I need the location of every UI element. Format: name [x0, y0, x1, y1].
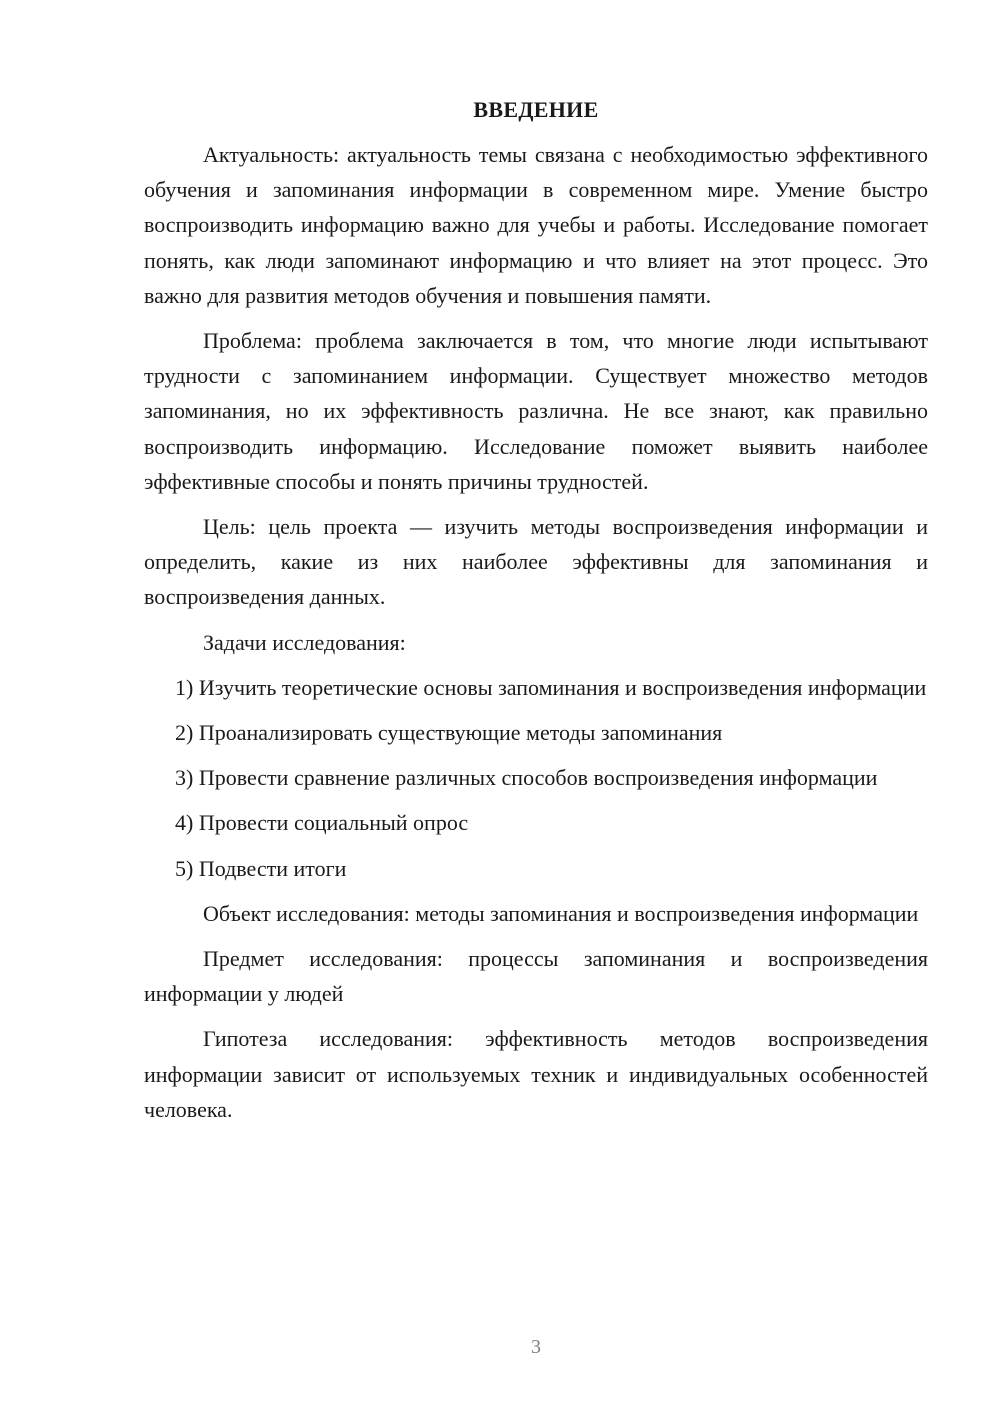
subject-paragraph: Предмет исследования: процессы запоминания и воспроизведения информации у людей	[144, 946, 928, 1007]
hypothesis-paragraph: Гипотеза исследования: эффективность методов воспроизведения информации зависит от используемых техник и индивидуальных особенностей человека.	[144, 1026, 928, 1122]
section-title: ВВЕДЕНИЕ	[473, 97, 599, 122]
task-item-5: 5) Подвести итоги	[175, 855, 347, 881]
problem-paragraph: Проблема: проблема заключается в том, что многие люди испытывают трудности с запоминанием информации. Существует множество методов запоминания, но их эффективность различна. Не все знают, как правильно воспроизводить информацию. Исследование поможет выявить наиболее эффективные способы и понять причины трудностей.	[144, 328, 928, 494]
object-paragraph: Объект исследования: методы запоминания и воспроизведения информации	[203, 900, 919, 926]
page-number: 3	[531, 1336, 541, 1358]
task-item-4: 4) Провести социальный опрос	[175, 810, 469, 836]
relevance-paragraph: Актуальность: актуальность темы связана с необходимостью эффективного обучения и запоминания информации в современном мире. Умение быстро воспроизводить информацию важно для учебы и работы. Исследование помогает понять, как люди запоминают информацию и что влияет на этот процесс. Это важно для развития методов обучения и повышения памяти.	[144, 142, 928, 308]
task-item-1: 1) Изучить теоретические основы запоминания и воспроизведения информации	[175, 674, 927, 700]
task-item-2: 2) Проанализировать существующие методы запоминания	[175, 720, 723, 746]
task-item-3: 3) Провести сравнение различных способов воспроизведения информации	[175, 765, 878, 791]
tasks-heading: Задачи исследования:	[203, 629, 406, 655]
document-body	[144, 92, 928, 1137]
goal-paragraph: Цель: цель проекта — изучить методы воспроизведения информации и определить, какие из них наиболее эффективны для запоминания и воспроизведения данных.	[144, 514, 928, 610]
